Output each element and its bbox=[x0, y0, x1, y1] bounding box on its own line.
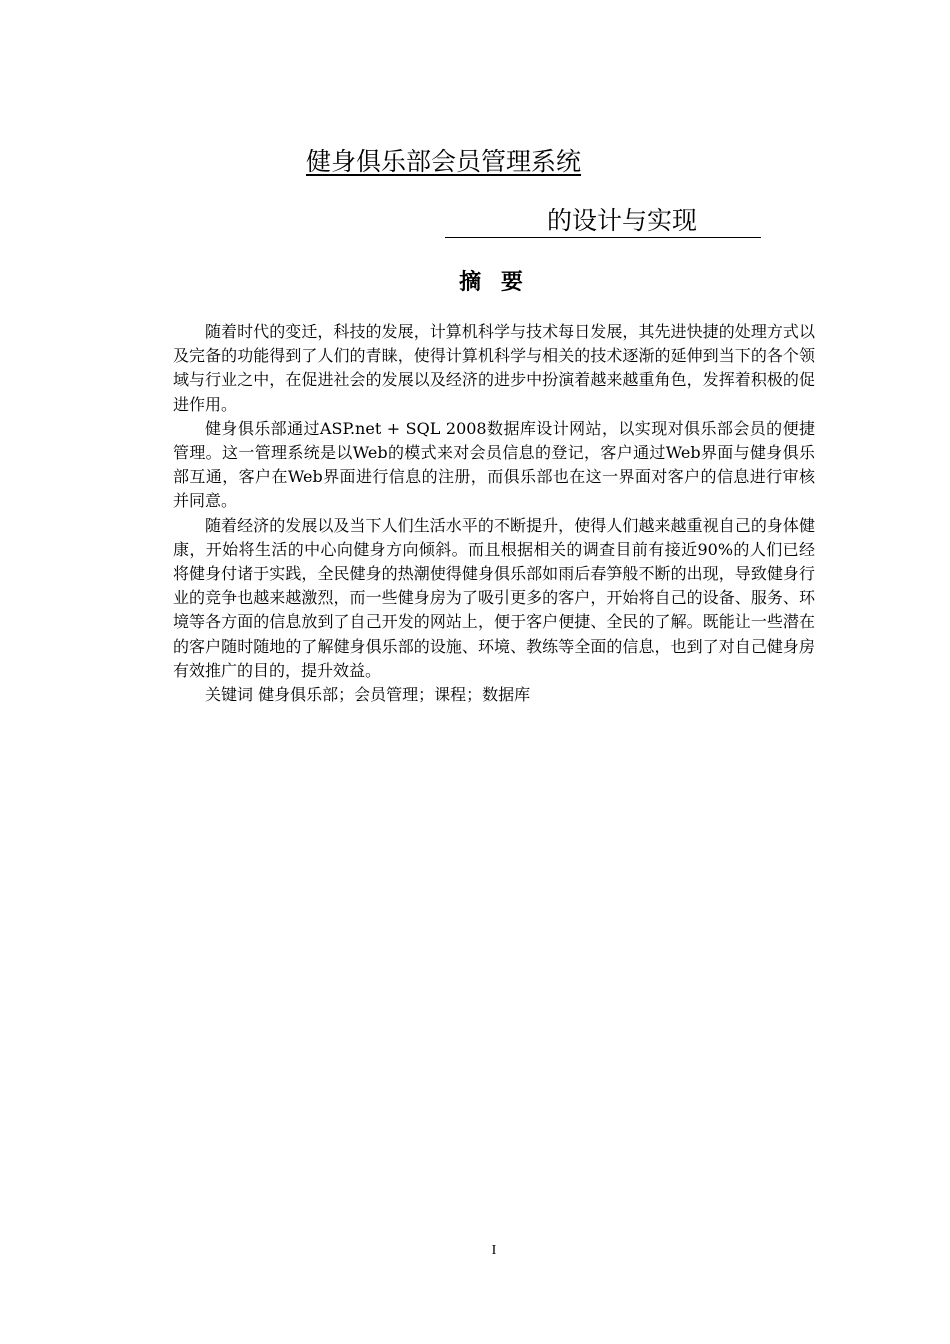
title-line-2-underline bbox=[445, 206, 761, 238]
abstract-paragraph-2: 健身俱乐部通过ASP.net + SQL 2008数据库设计网站，以实现对俱乐部会员的便捷管理。这一管理系统是以Web的模式来对会员信息的登记，客户通过Web界面与健身俱乐部互通，客户在Web界面进行信息的注册，而俱乐部也在这一界面对客户的信息进行审核并同意。 bbox=[173, 418, 815, 511]
abstract-paragraph-3: 随着经济的发展以及当下人们生活水平的不断提升，使得人们越来越重视自己的身体健康，开始将生活的中心向健身方向倾斜。而且根据相关的调查目前有接近90%的人们已经将健身付诸于实践，全民健身的热潮使得健身俱乐部如雨后春笋般不断的出现，导致健身行业的竞争也越来越激烈，而一些健身房为了吸引更多的客户，开始将自己的设备、服务、环境等各方面的信息放到了自己开发的网站上，便于客户便捷、全民的了解。既能让一些潜在的客户随时随地的了解健身俱乐部的设施、环境、教练等全面的信息，也到了对自己健身房有效推广的目的，提升效益。 bbox=[173, 515, 815, 680]
page-number: I bbox=[491, 1243, 497, 1258]
keywords-line bbox=[173, 683, 815, 707]
abstract-paragraph-1: 随着时代的变迁，科技的发展，计算机科学与技术每日发展，其先进快捷的处理方式以及完备的功能得到了人们的青睐，使得计算机科学与相关的技术逐渐的延伸到当下的各个领域与行业之中，在促进社会的发展以及经济的进步中扮演着越来越重角色，发挥着积极的促进作用。 bbox=[173, 322, 815, 414]
abstract-body bbox=[173, 320, 815, 707]
abstract-heading: 摘 要 bbox=[459, 270, 529, 295]
title-line-1: 健身俱乐部会员管理系统 bbox=[306, 147, 582, 176]
title-line-2: 的设计与实现 bbox=[547, 206, 698, 235]
keywords-label: 关键词 bbox=[205, 685, 254, 705]
keywords-value: 健身俱乐部；会员管理；课程；数据库 bbox=[258, 685, 531, 705]
